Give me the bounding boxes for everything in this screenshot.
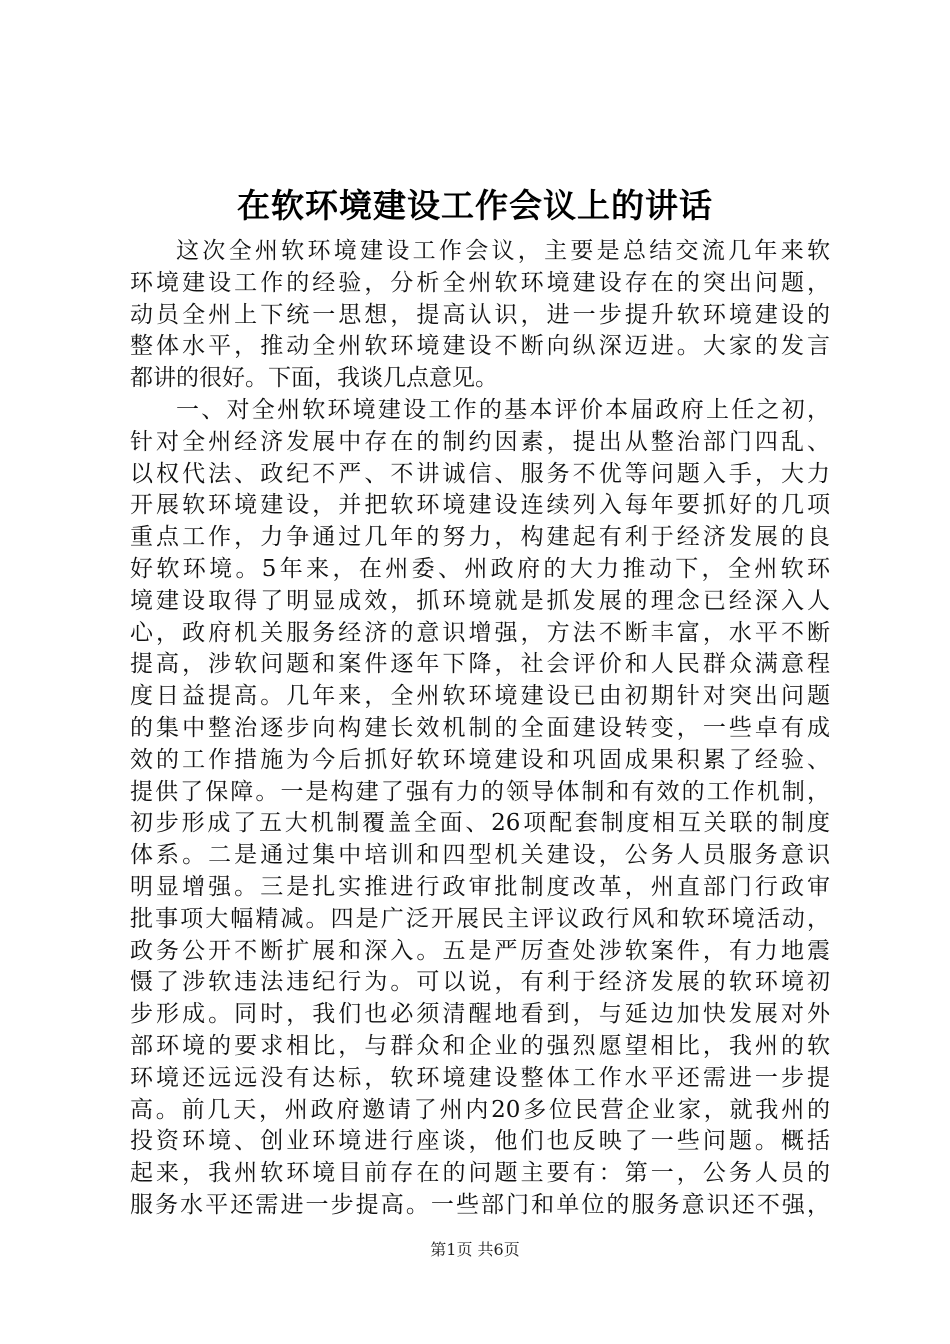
body-line: 好软环境。5年来，在州委、州政府的大力推动下，全州软环 xyxy=(130,555,830,582)
document-title: 在软环境建设工作会议上的讲话 xyxy=(237,186,713,225)
body-line: 部环境的要求相比，与群众和企业的强烈愿望相比，我州的软 xyxy=(130,1032,830,1059)
body-line: 重点工作，力争通过几年的努力，构建起有利于经济发展的良 xyxy=(130,524,830,551)
body-line: 慑了涉软违法违纪行为。可以说，有利于经济发展的软环境初 xyxy=(130,969,830,996)
body-line: 整体水平，推动全州软环境建设不断向纵深迈进。大家的发言 xyxy=(130,333,830,360)
body-line: 的集中整治逐步向构建长效机制的全面建设转变，一些卓有成 xyxy=(130,714,830,741)
body-line: 投资环境、创业环境进行座谈，他们也反映了一些问题。概括 xyxy=(130,1128,830,1155)
body-line: 环境还远远没有达标，软环境建设整体工作水平还需进一步提 xyxy=(130,1064,830,1091)
body-line: 一、对全州软环境建设工作的基本评价本届政府上任之初， xyxy=(176,396,830,423)
body-line: 心，政府机关服务经济的意识增强，方法不断丰富，水平不断 xyxy=(130,619,830,646)
body-line: 服务水平还需进一步提高。一些部门和单位的服务意识还不强， xyxy=(130,1191,830,1218)
body-line: 度日益提高。几年来，全州软环境建设已由初期针对突出问题 xyxy=(130,683,830,710)
body-line: 提高，涉软问题和案件逐年下降，社会评价和人民群众满意程 xyxy=(130,651,830,678)
body-line: 步形成。同时，我们也必须清醒地看到，与延边加快发展对外 xyxy=(130,1001,830,1028)
body-line: 环境建设工作的经验，分析全州软环境建设存在的突出问题， xyxy=(130,269,830,296)
body-line: 针对全州经济发展中存在的制约因素，提出从整治部门四乱、 xyxy=(130,428,830,455)
body-line: 以权代法、政纪不严、不讲诚信、服务不优等问题入手，大力 xyxy=(130,460,830,487)
body-line: 起来，我州软环境目前存在的问题主要有：第一，公务人员的 xyxy=(130,1160,830,1187)
body-line: 都讲的很好。下面，我谈几点意见。 xyxy=(130,365,498,392)
body-line: 开展软环境建设，并把软环境建设连续列入每年要抓好的几项 xyxy=(130,492,830,519)
body-line: 境建设取得了明显成效，抓环境就是抓发展的理念已经深入人 xyxy=(130,587,830,614)
body-line: 明显增强。三是扎实推进行政审批制度改革，州直部门行政审 xyxy=(130,873,830,900)
body-line: 体系。二是通过集中培训和四型机关建设，公务人员服务意识 xyxy=(130,842,830,869)
body-line: 这次全州软环境建设工作会议，主要是总结交流几年来软 xyxy=(176,238,830,264)
body-line: 批事项大幅精减。四是广泛开展民主评议政行风和软环境活动， xyxy=(130,905,830,932)
body-line: 动员全州上下统一思想，提高认识，进一步提升软环境建设的 xyxy=(130,301,830,328)
body-line: 提供了保障。一是构建了强有力的领导体制和有效的工作机制， xyxy=(130,778,830,805)
document-body xyxy=(130,236,830,1222)
body-line: 高。前几天，州政府邀请了州内20多位民营企业家，就我州的 xyxy=(130,1096,830,1123)
body-line: 政务公开不断扩展和深入。五是严厉查处涉软案件，有力地震 xyxy=(130,937,830,964)
page-number: 第1页 共6页 xyxy=(430,1240,520,1259)
body-line: 初步形成了五大机制覆盖全面、26项配套制度相互关联的制度 xyxy=(130,810,830,837)
body-line: 效的工作措施为今后抓好软环境建设和巩固成果积累了经验、 xyxy=(130,746,830,773)
